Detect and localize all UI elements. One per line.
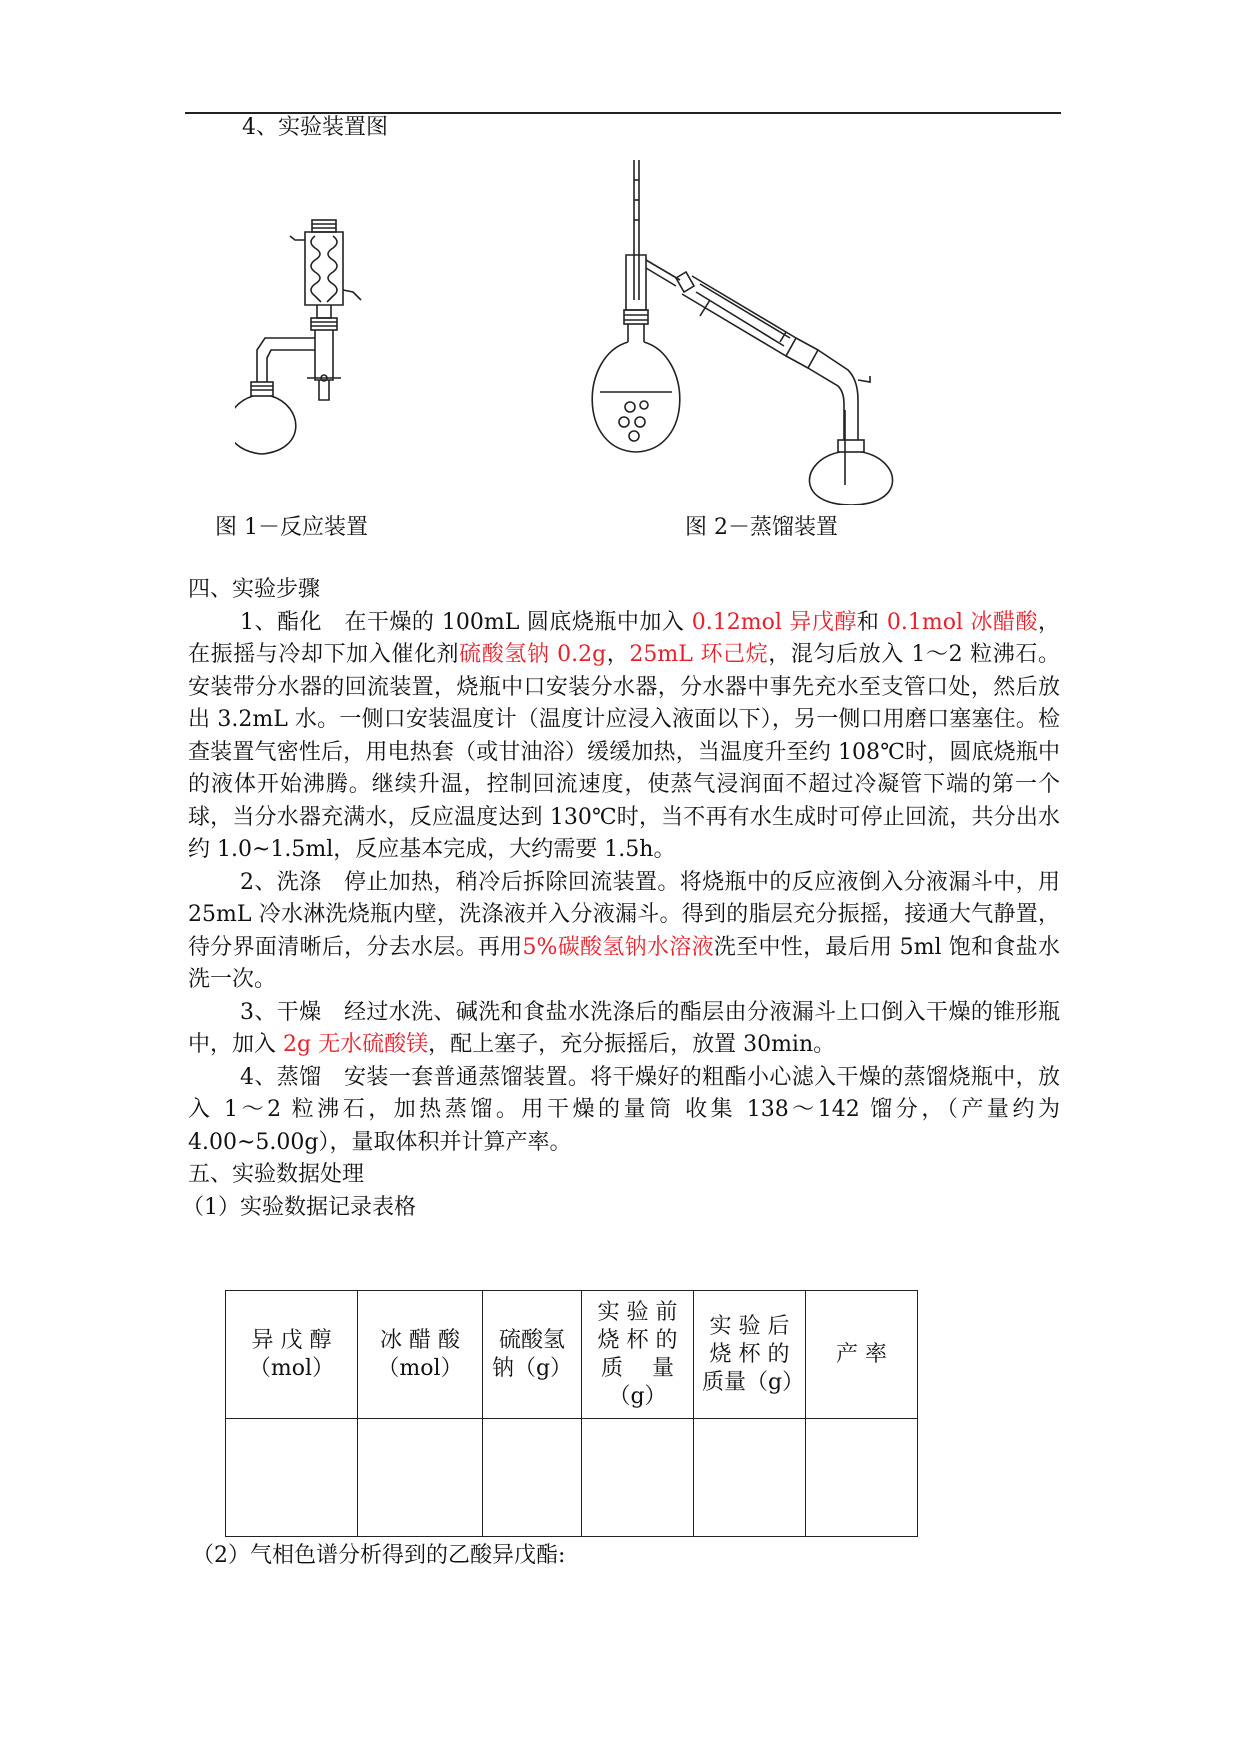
header-isoamyl-alcohol: 异 戊 醇（mol）	[226, 1291, 358, 1419]
figure-reaction-apparatus	[235, 210, 385, 500]
figure2-caption: 图 2－蒸馏装置	[685, 515, 838, 540]
table-header-row	[226, 1291, 918, 1419]
cell-acetic-acid[interactable]	[358, 1419, 483, 1537]
section-title-apparatus: 4、实验装置图	[242, 115, 388, 140]
step2-text-a: 2、洗涤 停止加热，稍冷后拆除回流装置。将烧瓶中的反应液倒入分液漏斗中，用 25mL 冷水淋洗烧瓶内壁，洗涤液并入分液漏斗。得到的脂层充分振摇，接通大气静置，待分界面清晰后，分去水层。再用	[188, 869, 1060, 960]
step-esterification	[188, 607, 1060, 867]
step1-text-d: ，	[606, 642, 630, 667]
step1-text-e: ，混匀后放入 1～2 粒沸石。安装带分水器的回流装置，烧瓶中口安装分水器，分水器中事先充水至支管口处，然后放出 3.2mL 水。一侧口安装温度计（温度计应浸入液面以下），另一侧口用磨口塞塞住。检查装置气密性后，用电热套（或甘油浴）缓缓加热，当温度升至约 108℃时，圆底烧瓶中的液体开始沸腾。继续升温，控制回流速度，使蒸气浸润面不超过冷凝管下端的第一个球，当分水器充满水，反应温度达到 130℃时，当不再有水生成时可停止回流，共分出水约 1.0~1.5ml，反应基本完成，大约需要 1.5h。	[188, 642, 1060, 862]
step-drying	[188, 997, 1060, 1062]
section-title-steps: 四、实验步骤	[188, 577, 321, 602]
figure-distillation-apparatus	[590, 160, 950, 505]
step1-reagent-isoamyl-alcohol: 0.12mol 异戊醇	[691, 609, 857, 635]
step2-text-b: 洗至中性，最后用 5ml 饱和食盐水洗一次。	[188, 934, 1060, 992]
step1-text-c: ，在振摇与冷却下加入催化剂	[188, 609, 1060, 667]
header-beaker-after: 实 验 后烧 杯 的质量（g）	[694, 1291, 806, 1419]
header-yield: 产 率	[806, 1291, 918, 1419]
table-row	[226, 1419, 918, 1537]
cell-yield[interactable]	[806, 1419, 918, 1537]
step1-reagent-acetic-acid: 0.1mol 冰醋酸	[886, 609, 1038, 635]
header-sodium-bisulfate: 硫酸氢钠（g）	[483, 1291, 582, 1419]
gc-analysis-title: （2）气相色谱分析得到的乙酸异戊酯:	[192, 1543, 566, 1568]
step1-text-b: 和	[856, 609, 887, 635]
section-title-data: 五、实验数据处理	[188, 1162, 365, 1187]
step1-text-a: 1、酯化 在干燥的 100mL 圆底烧瓶中加入	[240, 609, 692, 635]
figure1-caption: 图 1－反应装置	[215, 515, 368, 540]
cell-beaker-before[interactable]	[582, 1419, 694, 1537]
cell-beaker-after[interactable]	[694, 1419, 806, 1537]
cell-isoamyl-alcohol[interactable]	[226, 1419, 358, 1537]
step-washing	[188, 867, 1060, 997]
header-acetic-acid: 冰 醋 酸（mol）	[358, 1291, 483, 1419]
data-record-table	[225, 1290, 918, 1537]
step1-reagent-sodium-bisulfate: 硫酸氢钠 0.2g	[459, 642, 607, 667]
step-distillation: 4、蒸馏 安装一套普通蒸馏装置。将干燥好的粗酯小心滤入干燥的蒸馏烧瓶中，放入 1～2 粒沸石，加热蒸馏。用干燥的量筒 收集 138～142 馏分，（产量约为 4.00~5.00g），量取体积并计算产率。	[188, 1064, 1060, 1155]
header-beaker-before: 实 验 前烧 杯 的质 量（g）	[582, 1291, 694, 1419]
table-title: （1）实验数据记录表格	[182, 1194, 416, 1220]
step3-reagent-magnesium-sulfate: 2g 无水硫酸镁	[283, 1032, 429, 1057]
step3-text-b: ，配上塞子，充分振摇后，放置 30min。	[428, 1032, 836, 1057]
step2-reagent-sodium-bicarbonate: 5%碳酸氢钠水溶液	[522, 934, 714, 960]
procedure-body	[182, 574, 1060, 1224]
step1-reagent-cyclohexane: 25mL 环己烷	[629, 642, 769, 667]
cell-sodium-bisulfate[interactable]	[483, 1419, 582, 1537]
step3-text-a: 3、干燥 经过水洗、碱洗和食盐水洗涤后的酯层由分液漏斗上口倒入干燥的锥形瓶中，加入	[188, 999, 1060, 1057]
